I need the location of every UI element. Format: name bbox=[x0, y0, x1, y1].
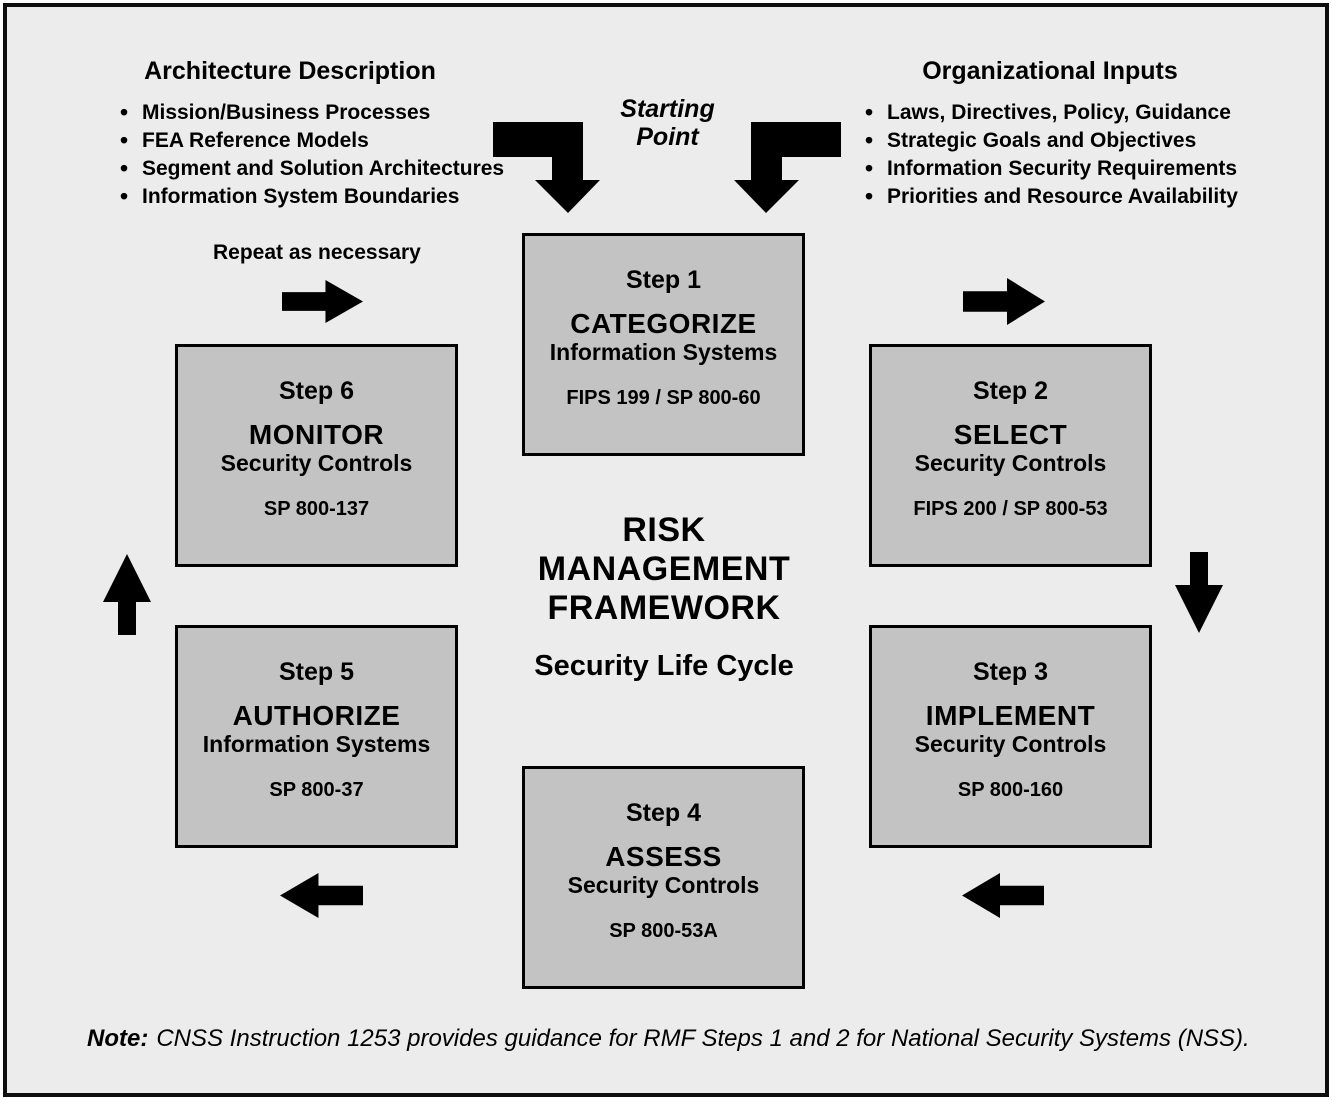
step-action: AUTHORIZE bbox=[232, 700, 401, 731]
step-action: MONITOR bbox=[248, 419, 385, 450]
step-reference: SP 800-37 bbox=[269, 779, 364, 801]
step-object: Security Controls bbox=[914, 731, 1107, 757]
repeat-right-arrow-icon bbox=[282, 280, 363, 323]
step-reference: FIPS 199 / SP 800-60 bbox=[566, 387, 761, 409]
step-5-box bbox=[175, 625, 458, 848]
step-1-box bbox=[522, 233, 805, 456]
step-action: CATEGORIZE bbox=[570, 308, 757, 339]
step-object: Information Systems bbox=[549, 339, 778, 365]
step-reference: SP 800-53A bbox=[609, 920, 718, 942]
step-object: Security Controls bbox=[220, 450, 413, 476]
list-item: • Strategic Goals and Objectives bbox=[863, 127, 1238, 155]
step-2-box bbox=[869, 344, 1152, 567]
organizational-inputs-list bbox=[863, 99, 1238, 211]
arch-to-step1-elbow-down-arrow-icon bbox=[492, 120, 602, 215]
organizational-inputs-title: Organizational Inputs bbox=[922, 57, 1178, 85]
starting-point-line2: Point bbox=[636, 123, 699, 151]
starting-point-line1: Starting bbox=[620, 95, 715, 123]
step-number: Step 3 bbox=[972, 658, 1049, 686]
step-3-box bbox=[869, 625, 1152, 848]
step3-to-step4-left-arrow-icon bbox=[962, 873, 1044, 918]
step-object: Security Controls bbox=[914, 450, 1107, 476]
list-item: • FEA Reference Models bbox=[118, 127, 504, 155]
step4-to-step5-left-arrow-icon bbox=[280, 873, 363, 918]
rmf-title-line1: RISK bbox=[622, 511, 706, 549]
step5-to-step6-up-arrow-icon bbox=[103, 554, 151, 635]
step-number: Step 5 bbox=[278, 658, 355, 686]
step-action: SELECT bbox=[953, 419, 1068, 450]
rmf-title-line2: MANAGEMENT bbox=[537, 550, 791, 588]
note-text: CNSS Instruction 1253 provides guidance for RMF Steps 1 and 2 for National Security Systems (NSS). bbox=[156, 1025, 1250, 1052]
step2-to-step3-down-arrow-icon bbox=[1175, 552, 1223, 633]
step-object: Security Controls bbox=[567, 872, 760, 898]
step-reference: FIPS 200 / SP 800-53 bbox=[913, 498, 1108, 520]
step-number: Step 2 bbox=[972, 377, 1049, 405]
architecture-description-title: Architecture Description bbox=[144, 57, 436, 85]
org-to-step1-elbow-down-arrow-icon bbox=[732, 120, 842, 215]
list-item: • Information System Boundaries bbox=[118, 183, 504, 211]
list-item: • Priorities and Resource Availability bbox=[863, 183, 1238, 211]
repeat-as-necessary-label: Repeat as necessary bbox=[213, 241, 421, 264]
step-number: Step 1 bbox=[625, 266, 702, 294]
step-reference: SP 800-137 bbox=[263, 498, 370, 520]
step-action: IMPLEMENT bbox=[925, 700, 1096, 731]
architecture-description-list bbox=[118, 99, 504, 211]
footer-note bbox=[87, 1025, 1250, 1053]
center-title-block bbox=[478, 511, 850, 683]
rmf-title-line3: FRAMEWORK bbox=[547, 589, 781, 627]
step-reference: SP 800-160 bbox=[957, 779, 1064, 801]
list-item: • Information Security Requirements bbox=[863, 155, 1238, 183]
step1-to-step2-right-arrow-icon bbox=[963, 278, 1045, 325]
starting-point-label bbox=[585, 95, 750, 151]
list-item: • Laws, Directives, Policy, Guidance bbox=[863, 99, 1238, 127]
list-item: • Mission/Business Processes bbox=[118, 99, 504, 127]
step-number: Step 6 bbox=[278, 377, 355, 405]
step-action: ASSESS bbox=[605, 841, 722, 872]
step-object: Information Systems bbox=[202, 731, 431, 757]
step-number: Step 4 bbox=[625, 799, 702, 827]
step-4-box bbox=[522, 766, 805, 989]
list-item: • Segment and Solution Architectures bbox=[118, 155, 504, 183]
step-6-box bbox=[175, 344, 458, 567]
security-life-cycle-subtitle: Security Life Cycle bbox=[534, 650, 794, 682]
note-label: Note: bbox=[87, 1025, 149, 1052]
